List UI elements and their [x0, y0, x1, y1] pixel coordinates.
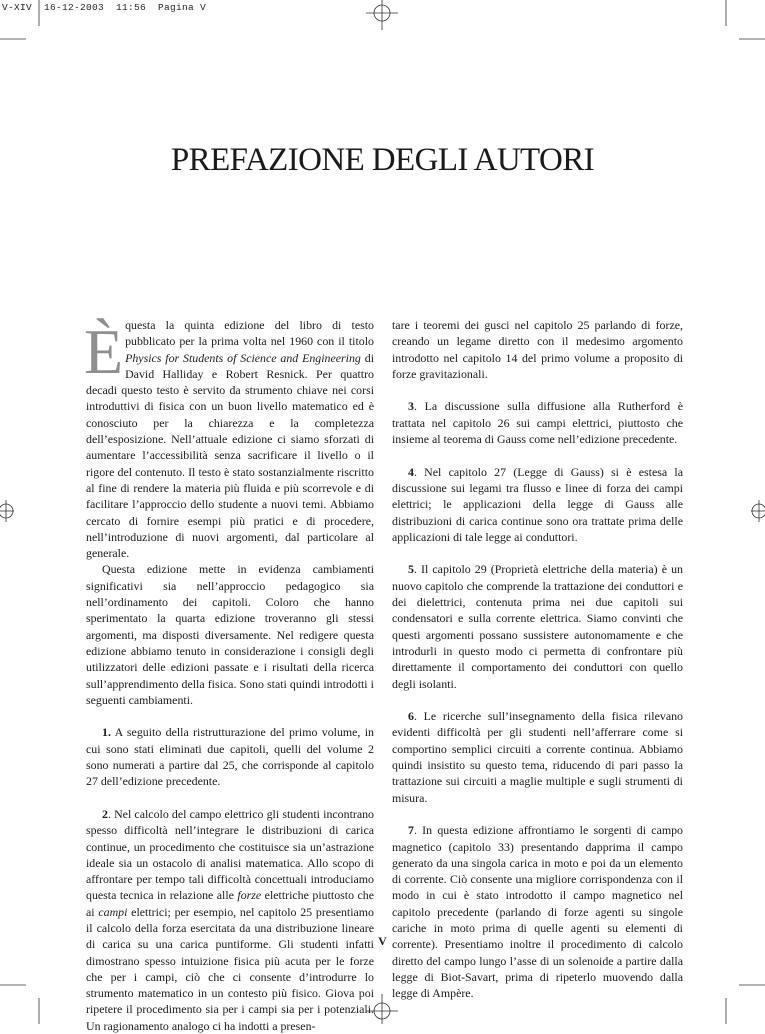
item-number: 7 [408, 823, 414, 838]
registration-mark-top [366, 0, 398, 30]
paragraph-text: . Il capitolo 29 (Proprietà elettriche della materia) è un nuovo capitolo che comprende la trattazione dei conduttori e dei dielettrici, contenuta prima nei due capitoli sui condensatori e sulla corrente elettrica. Siamo convinti che questi argomenti possano sussistere autonomamente e che introdurli in questo modo ci permetta di confrontare più direttamente il comportamento dei conduttori con quello degli isolanti. [392, 562, 683, 691]
paragraph-item-1 [86, 724, 374, 789]
item-number: 3 [408, 399, 414, 414]
page-number: V [378, 934, 387, 948]
print-slug: V-XIV 16-12-2003 11:56 Pagina V [2, 2, 207, 13]
paragraph-item-5 [392, 561, 683, 691]
book-title: Physics for Students of Science and Engineering [125, 350, 361, 365]
paragraph-intro [86, 317, 374, 561]
paragraph-item-2 [86, 806, 374, 1034]
item-number: 4 [408, 464, 414, 479]
paragraph-text: . Nel capitolo 27 (Legge di Gauss) si è estesa la discussione sui legami tra flusso e linee di forza dei campi elettrici; le applicazioni della legge di Gauss alle distribuzioni di carica continue sono ora trattate prima delle applicazioni di tale legge ai conduttori. [392, 464, 683, 544]
paragraph-text: . La discussione sulla diffusione alla Rutherford è trattata nel capitolo 26 sui campi elettrici, piuttosto che insieme al teorema di Gauss come nell’edizione precedente. [392, 399, 683, 447]
paragraph-text: . Le ricerche sull’insegnamento della fisica rilevano evidenti difficoltà per gli studenti nell’afferrare come si comportino semplici circuiti a corrente continua. Abbiamo quindi insistito su questo tema, riducendo di pari passo la trattazione sui circuiti a maglie multiple e sugli strumenti di misura. [392, 709, 683, 805]
registration-mark-right [751, 500, 765, 522]
text-column-right [392, 317, 683, 1001]
emphasis: campi [98, 904, 128, 919]
paragraph-text: . Nel calcolo del campo elettrico gli studenti incontrano spesso difficoltà nell’integrare le distribuzioni di carica continue, un procedimento che costituisce sia un’astrazione ideale sia un ostacolo di analisi matematica. Allo scopo di affrontare per tempo tali difficoltà concettuali introduciamo questa tecnica in relazione alle [86, 806, 374, 903]
item-number: 5 [408, 562, 414, 577]
item-number: 6 [408, 709, 414, 724]
paragraph-text: A seguito della ristrutturazione del primo volume, in cui sono stati eliminati due capitoli, quelli del volume 2 sono numerati a partire dal 25, che corrisponde al capitolo 27 dell’edizione precedente. [86, 725, 374, 789]
item-number: 1. [102, 725, 111, 740]
page-title: PREFAZIONE DEGLI AUTORI [170, 142, 595, 178]
paragraph-changes: Questa edizione mette in evidenza cambiamenti significativi sia nell’approccio pedagogico sia nell’ordinamento dei capitoli. Coloro che hanno sperimentato la quarta edizione troveranno gli stessi argomenti, ma disposti diversamente. Nel redigere questa edizione abbiamo tenuto in considerazione i consigli degli utilizzatori delle edizioni passate e i risultati della ricerca sull’apprendimento della fisica. Sono stati quindi introdotti i seguenti cambiamenti. [86, 562, 374, 707]
text-column-left [86, 317, 374, 1034]
paragraph-continued: tare i teoremi dei gusci nel capitolo 25 parlando di forze, creando un legame diretto con il medesimo argomento introdotto nel capitolo 14 del primo volume a proposito di forze gravitazionali. [392, 318, 683, 381]
paragraph-text: di David Halliday e Robert Resnick. Per quattro decadi questo testo è servito da strumento chiave nei corsi introduttivi di fisica con un buon livello matematico ed è conosciuto per la chiarezza e la completezza dell’esposizione. Nell’attuale edizione ci siamo sforzati di aumentare l’accessibilità senza sacrificare il livello o il rigore del contenuto. Il testo è stato sostanzialmente riscritto al fine di rendere la materia più fluida e più scorrevole e di facilitare l’approccio dello studente a nuovi temi. Abbiamo cercato di fornire esempi più pratici e di procedere, nell’introduzione di nuovi argomenti, dal particolare al generale. [86, 350, 374, 561]
paragraph-text: questa la quinta edizione del libro di testo pubblicato per la prima volta nel 1960 con il titolo [125, 318, 374, 349]
registration-mark-left [0, 500, 14, 522]
paragraph-item-6 [392, 708, 683, 806]
paragraph-text: . In questa edizione affrontiamo le sorgenti di campo magnetico (capitolo 33) presentando dapprima il campo generato da una singola carica in moto e poi da un elemento di corrente. Ciò consente una migliore corrispondenza con il modo in cui è stato introdotto il campo magnetico nel capitolo precedente (parlando di forze agenti su singole cariche in moto prima di quelle agenti su elementi di corrente). Presentiamo inoltre il procedimento di calcolo diretto del campo lungo l’asse di un solenoide a partire dalla legge di Biot-Savart, prima di ripeterlo muovendo dalla legge di Ampère. [392, 823, 683, 1001]
paragraph-text: elettriche piuttosto che ai [86, 888, 374, 919]
emphasis: forze [237, 888, 262, 903]
paragraph-item-3 [392, 398, 683, 447]
item-number: 2 [102, 806, 108, 821]
paragraph-item-4 [392, 464, 683, 545]
paragraph-text: elettrici; per esempio, nel capitolo 25 presentiamo il calcolo della forza esercitata da una distribuzione lineare di carica su una carica puntiforme. Gli studenti infatti dimostrano spesso intuizione fisica più acuta per le forze che per i campi, ciò che ci consente d’introdurre lo strumento matematico in un contesto più fisico. Giova poi ripetere il procedimento sia per i campi sia per i potenziali. Un ragionamento analogo ci ha indotti a presen- [86, 904, 374, 1033]
drop-cap: È [84, 316, 124, 387]
paragraph-item-7 [392, 822, 683, 1001]
